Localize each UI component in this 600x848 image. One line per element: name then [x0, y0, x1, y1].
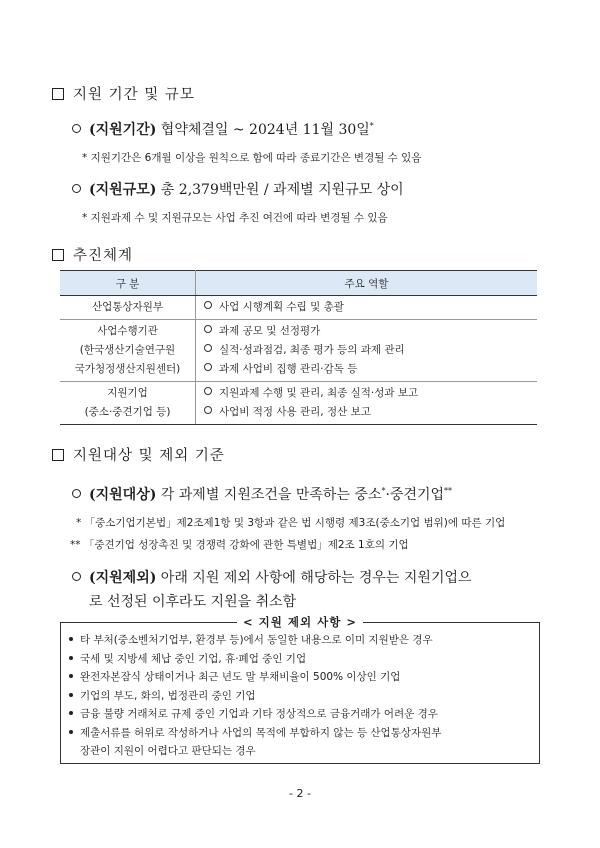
- section-heading-structure: 추진체계: [52, 244, 133, 265]
- square-bullet-icon: [52, 449, 64, 461]
- role-cell: 과제 공모 및 선정평가 실적·성과점검, 최종 평가 등의 과제 관리 과제 사업비 집행 관리·감독 등: [196, 320, 538, 382]
- role-cell: 사업 시행계획 수립 및 총괄: [196, 296, 538, 320]
- square-bullet-icon: [52, 88, 64, 100]
- circle-bullet-icon: [204, 406, 212, 414]
- period-note: * 지원기간은 6개월 이상을 원칙으로 함에 따라 종료기간은 변경될 수 있음: [82, 152, 422, 164]
- list-item: 완전자본잠식 상태이거나 최근 년도 말 부채비율이 500% 이상인 기업: [69, 668, 539, 687]
- circle-bullet-icon: [72, 489, 81, 498]
- page-number: - 2 -: [289, 787, 311, 800]
- circle-bullet-icon: [204, 325, 212, 333]
- list-item: 금융 불량 거래처로 규제 중인 기업과 기타 정상적으로 금융거래가 어려운 경우: [69, 705, 539, 724]
- list-item: 기업의 부도, 화의, 법정관리 중인 기업: [69, 687, 539, 706]
- org-cell: 사업수행기관 (한국생산기술연구원 국가청정생산지원센터): [60, 320, 196, 382]
- exclude-label: (지원제외): [89, 570, 157, 586]
- list-item: 국세 및 지방세 체납 중인 기업, 휴·폐업 중인 기업: [69, 650, 539, 669]
- circle-bullet-icon: [72, 184, 81, 193]
- period-text: 협약체결일 ~ 2024년 11월 30일: [156, 122, 370, 138]
- circle-bullet-icon: [72, 572, 81, 581]
- exclusion-list: [61, 623, 539, 761]
- list-item-continuation: 장관이 지원이 어렵다고 판단되는 경우: [80, 745, 256, 757]
- scale-note: * 지원과제 수 및 지원규모는 사업 추진 여건에 따라 변경될 수 있음: [82, 212, 388, 224]
- exclusion-box-title: < 지원 제외 사항 >: [61, 614, 539, 630]
- target-item: (지원대상) 각 과제별 지원조건을 만족하는 중소*·중견기업**: [72, 484, 452, 504]
- period-label: (지원기간): [89, 122, 157, 138]
- exclude-item: (지원제외) 아래 지원 제외 사항에 해당하는 경우는 지원기업으: [72, 567, 472, 587]
- circle-bullet-icon: [204, 363, 212, 371]
- circle-bullet-icon: [72, 124, 81, 133]
- bullet-icon: [69, 730, 73, 734]
- bullet-icon: [69, 711, 73, 715]
- period-item: (지원기간) 협약체결일 ~ 2024년 11월 30일*: [72, 119, 374, 139]
- table-header-category: 구 분: [60, 271, 196, 296]
- table-row: [60, 382, 537, 425]
- list-item: 타 부처(중소벤처기업부, 환경부 등)에서 동일한 내용으로 이미 지원받은 경우: [69, 631, 539, 650]
- section-heading-period: 지원 기간 및 규모: [52, 83, 195, 104]
- table-row: [60, 320, 537, 382]
- circle-bullet-icon: [204, 387, 212, 395]
- bullet-icon: [69, 693, 73, 697]
- circle-bullet-icon: [204, 301, 212, 309]
- scale-label: (지원규모): [89, 182, 157, 198]
- role-table: [60, 270, 537, 425]
- exclusion-box: [60, 615, 540, 764]
- role-cell: 지원과제 수행 및 관리, 최종 실적·성과 보고 사업비 적정 사용 관리, 정산 보고: [196, 382, 538, 425]
- exclude-item-cont: 로 선정된 이후라도 지원을 취소함: [89, 594, 297, 610]
- bullet-icon: [69, 656, 73, 660]
- scale-text: 총 2,379백만원 / 과제별 지원규모 상이: [156, 182, 404, 198]
- list-item: 제출서류를 허위로 작성하거나 사업의 목적에 부합하지 않는 등 산업통상자원부: [69, 724, 539, 743]
- org-cell: 지원기업 (중소·중견기업 등): [60, 382, 196, 425]
- table-row: [60, 296, 537, 320]
- bullet-icon: [69, 674, 73, 678]
- target-label: (지원대상): [89, 487, 157, 503]
- target-note-2: ** 「중견기업 성장촉진 및 경쟁력 강화에 관한 특별법」제2조 1호의 기업: [70, 539, 409, 551]
- target-note-1: * 「중소기업기본법」제2조제1항 및 3항과 같은 법 시행령 제3조(중소기업 범위)에 따른 기업: [76, 517, 506, 529]
- org-cell: 산업통상자원부: [60, 296, 196, 320]
- square-bullet-icon: [52, 249, 64, 261]
- bullet-icon: [69, 637, 73, 641]
- scale-item: [72, 179, 404, 199]
- circle-bullet-icon: [204, 344, 212, 352]
- table-header-role: 주요 역할: [196, 271, 538, 296]
- section-heading-eligibility: 지원대상 및 제외 기준: [52, 444, 225, 465]
